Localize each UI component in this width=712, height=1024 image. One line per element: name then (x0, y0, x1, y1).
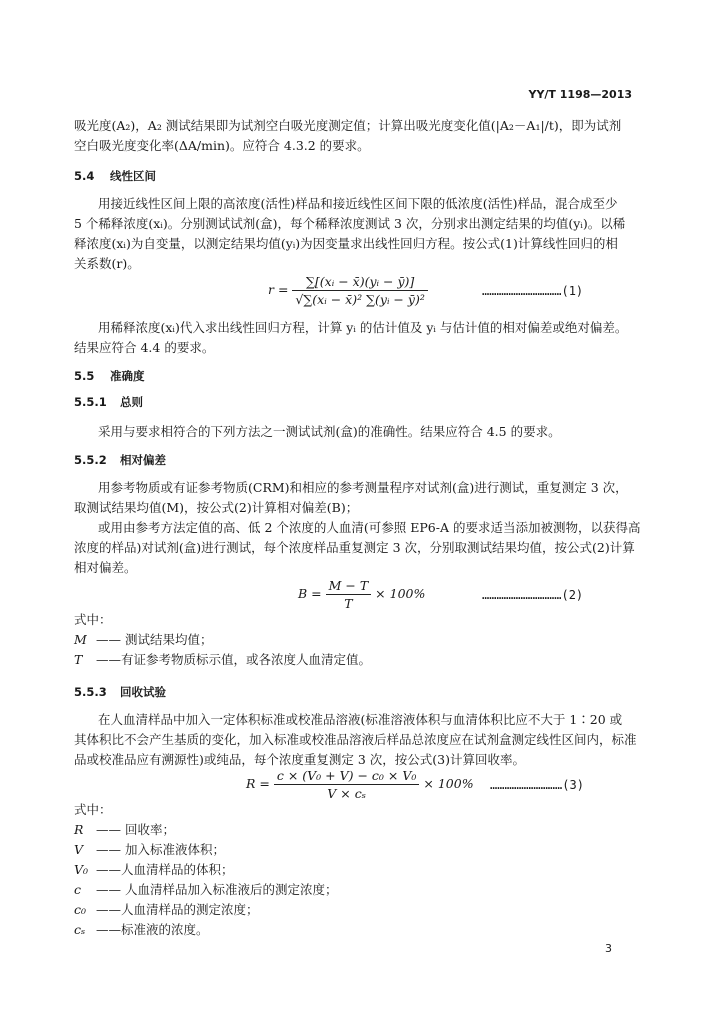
section-heading-5-5-3 (74, 684, 166, 700)
formula-tail: × 100% (423, 776, 474, 791)
section-title: 线性区间 (110, 169, 156, 183)
paragraph-line: 或用由参考方法定值的高、低 2 个浓度的人血清(可参照 EP6-A 的要求适当添加被测物，以获得高 (98, 520, 641, 535)
equation-number: ……………………………(1) (482, 284, 584, 298)
paragraph-line: 在人血清样品中加入一定体积标准或校准品溶液(标准溶液体积与血清体积比应不大于 1∶20 或 (98, 712, 623, 727)
formula-fraction (326, 578, 372, 611)
standard-number: YY/T 1198—2013 (528, 88, 632, 101)
paragraph-line: 采用与要求相符合的下列方法之一测试试剂(盒)的准确性。结果应符合 4.5 的要求。 (98, 424, 561, 439)
variable-symbol: V (74, 842, 84, 857)
formula-3 (246, 768, 474, 801)
formula-fraction (292, 274, 427, 307)
variable-symbol: R (74, 822, 84, 837)
where-label: 式中： (74, 612, 112, 627)
where-label: 式中： (74, 802, 112, 817)
paragraph-line: 5 个稀释浓度(xᵢ)。分别测试试剂(盒)，每个稀释浓度测试 3 次，分别求出测定结果的均值(yᵢ)。以稀 (74, 216, 626, 231)
section-number: 5.5 (74, 369, 95, 383)
section-number: 5.5.2 (74, 453, 107, 467)
variable-definition (74, 822, 175, 838)
section-heading-5-5-2 (74, 452, 166, 468)
variable-description: ——人血清样品的测定浓度； (96, 902, 259, 917)
paragraph-line: 品或校准品应有溯源性)或纯品，每个浓度重复测定 3 次，按公式(3)计算回收率。 (74, 752, 525, 767)
formula-denominator: √∑(xᵢ − x̄)² ∑(yᵢ − ȳ)² (295, 292, 425, 307)
variable-definition (74, 652, 371, 668)
section-title: 准确度 (110, 369, 145, 383)
section-title: 总则 (120, 395, 143, 409)
section-title: 相对偏差 (120, 453, 166, 467)
section-heading-5-5-1 (74, 394, 143, 410)
paragraph-line: 用稀释浓度(xᵢ)代入求出线性回归方程，计算 yᵢ 的估计值及 yᵢ 与估计值的相对偏差或绝对偏差。 (98, 320, 628, 335)
paragraph-line: 结果应符合 4.4 的要求。 (74, 340, 215, 355)
section-number: 5.5.3 (74, 685, 107, 699)
variable-description: ——有证参考物质标示值，或各浓度人血清定值。 (96, 652, 372, 667)
formula-2 (298, 578, 425, 611)
section-heading-5-4 (74, 168, 156, 184)
page-number: 3 (605, 942, 612, 955)
formula-numerator: M − T (326, 578, 372, 595)
variable-definition (74, 842, 225, 858)
paragraph-line: 释浓度(xᵢ)为自变量，以测定结果均值(yᵢ)为因变量求出线性回归方程。按公式(1)计算线性回归的相 (74, 236, 618, 251)
variable-definition (74, 632, 212, 648)
formula-fraction (274, 768, 420, 801)
variable-description: ——人血清样品的体积； (96, 862, 234, 877)
formula-denominator: T (344, 596, 353, 611)
variable-definition (74, 882, 337, 898)
section-number: 5.4 (74, 169, 95, 183)
variable-symbol: c₀ (74, 902, 87, 917)
section-number: 5.5.1 (74, 395, 107, 409)
variable-description: —— 测试结果均值； (96, 632, 213, 647)
formula-numerator: c × (V₀ + V) − c₀ × V₀ (274, 768, 420, 785)
formula-tail: × 100% (375, 586, 426, 601)
paragraph-line: 吸光度(A₂)，A₂ 测试结果即为试剂空白吸光度测定值；计算出吸光度变化值(|A₂－A₁|/t)，即为试剂 (74, 118, 622, 133)
formula-lhs: r = (268, 282, 289, 297)
paragraph-line: 取测试结果均值(M)，按公式(2)计算相对偏差(B)； (74, 500, 359, 515)
variable-symbol: c (74, 882, 82, 897)
paragraph-line: 其体积比不会产生基质的变化，加入标准或校准品溶液后样品总浓度应在试剂盒测定线性区间内，标准 (74, 732, 637, 747)
variable-description: —— 加入标准液体积； (96, 842, 225, 857)
variable-description: —— 人血清样品加入标准液后的测定浓度； (96, 882, 338, 897)
formula-lhs: R = (246, 776, 270, 791)
paragraph-line: 用参考物质或有证参考物质(CRM)和相应的参考测量程序对试剂(盒)进行测试，重复测定 3 次， (98, 480, 628, 495)
paragraph-line: 关系数(r)。 (74, 256, 140, 271)
variable-symbol: V₀ (74, 862, 89, 877)
paragraph-line: 浓度的样品)对试剂(盒)进行测试，每个浓度样品重复测定 3 次，分别取测试结果均值，按公式(2)计算 (74, 540, 635, 555)
variable-definition (74, 922, 209, 938)
variable-definition (74, 902, 259, 918)
variable-description: —— 回收率； (96, 822, 175, 837)
formula-denominator: V × cₛ (327, 786, 366, 801)
variable-definition (74, 862, 234, 878)
equation-number: ……………………………(2) (482, 588, 584, 602)
variable-description: ——标准液的浓度。 (96, 922, 209, 937)
formula-numerator: ∑[(xᵢ − x̄)(yᵢ − ȳ)] (292, 274, 427, 291)
equation-number: …………………………(3) (490, 778, 584, 792)
section-title: 回收试验 (120, 685, 166, 699)
paragraph-line: 用接近线性区间上限的高浓度(活性)样品和接近线性区间下限的低浓度(活性)样品，混合成至少 (98, 196, 618, 211)
section-heading-5-5 (74, 368, 145, 384)
paragraph-line: 空白吸光度变化率(ΔA/min)。应符合 4.3.2 的要求。 (74, 138, 370, 153)
variable-symbol: M (74, 632, 87, 647)
formula-lhs: B = (298, 586, 322, 601)
formula-1 (268, 274, 428, 307)
variable-symbol: cₛ (74, 922, 86, 937)
paragraph-line: 相对偏差。 (74, 560, 137, 575)
variable-symbol: T (74, 652, 83, 667)
